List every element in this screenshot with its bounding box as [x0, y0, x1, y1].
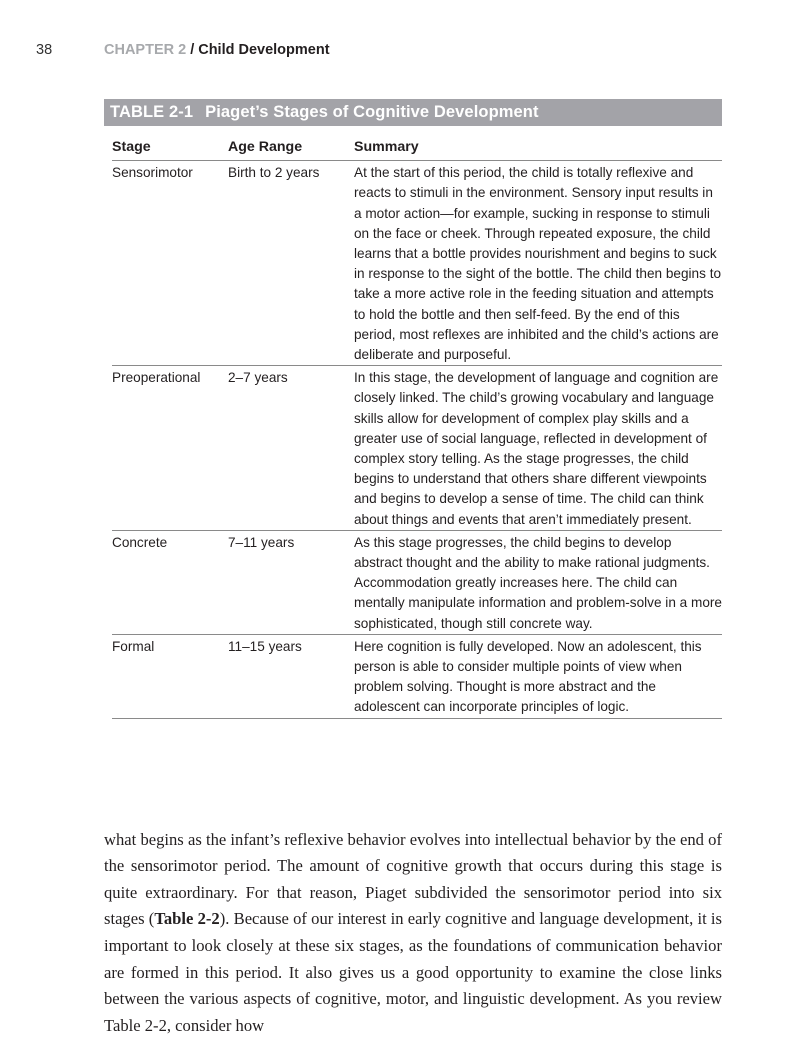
table-number: TABLE 2-1 — [110, 103, 194, 121]
summary-cell: At the start of this period, the child is totally reflexive and reacts to stimuli in the environment. Sensory input results in a motor action—for example, sucking in response to stimuli on the face or cheek. Through repeated exposure, the child learns that a bottle provides nourishment and begins to suck in response to the sight of the bottle. The child then begins to take a more active role in the feeding situation and attempts to hold the bottle and then self-feed. By the end of this period, most reflexes are inhibited and the child’s actions are deliberate and purposeful. — [354, 161, 722, 366]
age-range-cell: 2–7 years — [228, 366, 354, 531]
stage-cell: Preoperational — [112, 366, 228, 531]
table-row — [112, 161, 722, 366]
piaget-table-block — [104, 99, 722, 719]
table-reference-link[interactable]: Table 2-2 — [154, 909, 220, 929]
summary-cell: As this stage progresses, the child begins to develop abstract thought and the ability to make rational judgments. Accommodation greatly increases here. The child can mentally manipulate information and problem-solve in a more sophisticated, though still concrete way. — [354, 530, 722, 634]
age-range-cell: 7–11 years — [228, 530, 354, 634]
running-head — [36, 42, 330, 58]
body-text-after-ref: ). Because of our interest in early cognitive and language development, it is important to look closely at these six stages, as the foundations of communication behavior are formed in this period. It also gives us a good opportunity to examine the close links between the various aspects of cognitive, motor, and linguistic development. As you review Table 2-2, consider how — [104, 909, 722, 1035]
stage-cell: Formal — [112, 634, 228, 718]
stage-cell: Sensorimotor — [112, 161, 228, 366]
summary-cell: In this stage, the development of language and cognition are closely linked. The child’s growing vocabulary and language skills allow for development of complex play skills and a greater use of social language, reflected in development of complex story telling. As the stage progresses, the child begins to understand that others share different viewpoints and begins to develop a sense of time. The child can think about things and events that aren’t immediately present. — [354, 366, 722, 531]
stage-cell: Concrete — [112, 530, 228, 634]
table-caption — [104, 99, 722, 126]
table-row — [112, 634, 722, 718]
table-row — [112, 366, 722, 531]
summary-cell: Here cognition is fully developed. Now an adolescent, this person is able to consider multiple points of view when problem solving. Thought is more abstract and the adolescent can incorporate principles of logic. — [354, 634, 722, 718]
chapter-label: CHAPTER 2 — [104, 42, 187, 58]
age-range-cell: Birth to 2 years — [228, 161, 354, 366]
table-title: Piaget’s Stages of Cognitive Development — [205, 103, 539, 121]
table-header-row — [112, 137, 722, 161]
column-header-age-range: Age Range — [228, 137, 354, 161]
page-number: 38 — [36, 42, 53, 58]
body-paragraph — [104, 827, 722, 1040]
column-header-summary: Summary — [354, 137, 722, 161]
age-range-cell: 11–15 years — [228, 634, 354, 718]
body-text-before-ref: what begins as the infant’s reflexive behavior evolves into intellectual behavior by the end of the sensorimotor period. The amount of cognitive growth that occurs during this stage is quite extraordinary. For that reason, Piaget subdivided the sensorimotor period into six stages ( — [104, 829, 722, 929]
piaget-stages-table — [112, 137, 722, 719]
column-header-stage: Stage — [112, 137, 228, 161]
chapter-separator: / — [190, 42, 195, 58]
chapter-title: Child Development — [198, 42, 330, 58]
table-row — [112, 530, 722, 634]
